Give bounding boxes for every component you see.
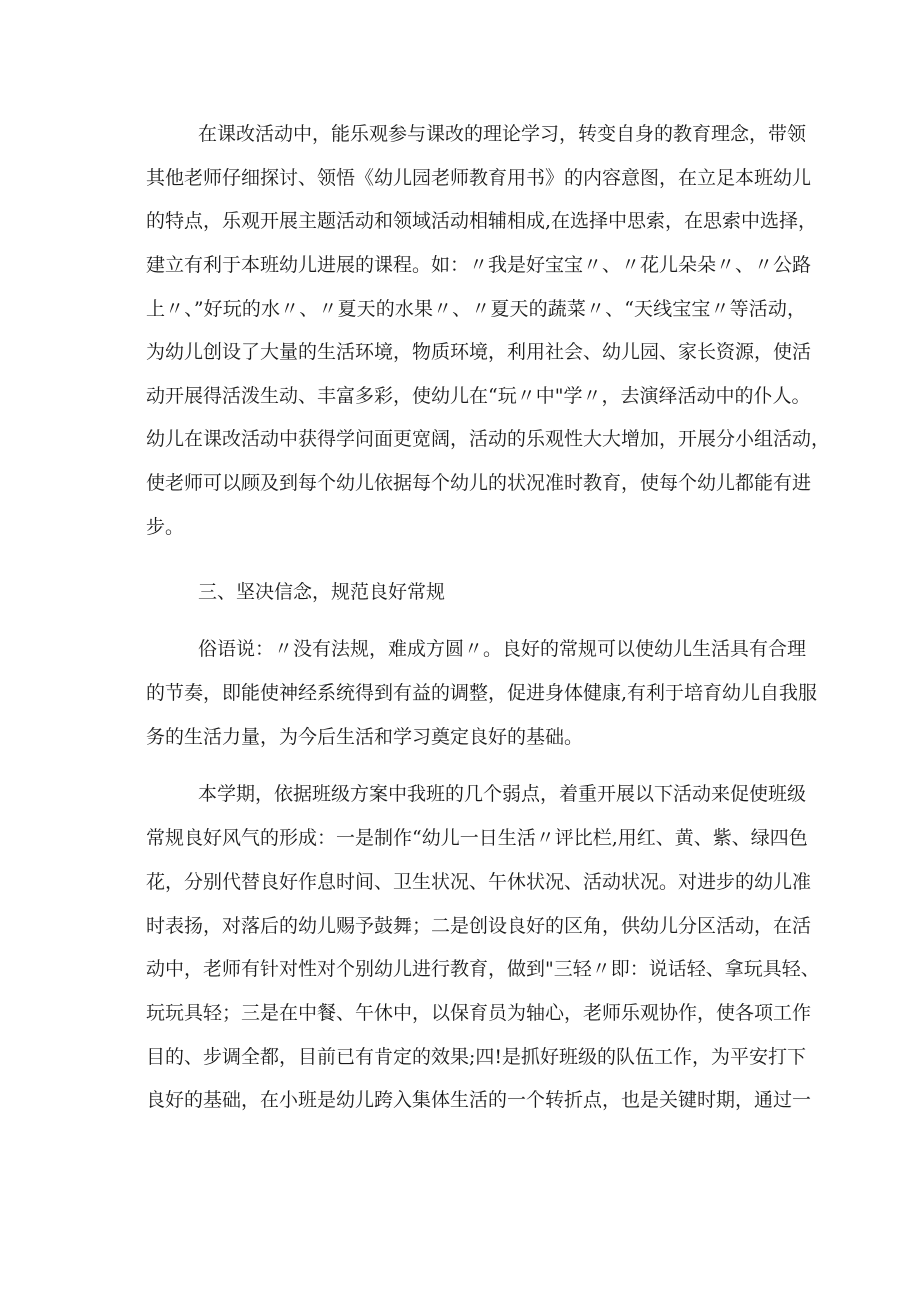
paragraph-1-line-6: 为幼儿创设了大量的生活环境，物质环境，利用社会、幼儿园、家长资源，使活 (146, 341, 812, 363)
paragraph-3-line-2: 常规良好风气的形成：一是制作“幼儿一日生活〃评比栏,用红、黄、紫、绿四色 (146, 827, 808, 849)
paragraph-2-line-2: 的节奏，即能使神经系统得到有益的调整，促进身体健康,有利于培育幼儿自我服 (146, 682, 818, 704)
paragraph-3-line-8: 良好的基础，在小班是幼儿跨入集体生活的一个转折点，也是关键时期，通过一 (146, 1089, 812, 1111)
paragraph-1-line-2: 其他老师仔细探讨、领悟《幼儿园老师教育用书》的内容意图，在立足本班幼儿 (146, 167, 812, 189)
paragraph-3-line-5: 动中，老师有针对性对个别幼儿进行教育，做到"三轻〃即：说话轻、拿玩具轻、 (146, 958, 820, 980)
paragraph-3-line-7: 目的、步调全都，目前已有肯定的效果;四!是抓好班级的队伍工作，为平安打下 (146, 1046, 807, 1068)
paragraph-1-line-4: 建立有利于本班幼儿进展的课程。如：〃我是好宝宝〃、〃花儿朵朵〃、〃公路 (146, 254, 812, 276)
paragraph-3-line-4: 时表扬，对落后的幼儿赐予鼓舞；二是创设良好的区角，供幼儿分区活动，在活 (146, 915, 812, 937)
paragraph-3-line-1: 本学期，依据班级方案中我班的几个弱点，着重开展以下活动来促使班级 (198, 783, 807, 805)
paragraph-1-line-3: 的特点，乐观开展主题活动和领域活动相辅相成,在选择中思索，在思索中选择， (146, 210, 818, 232)
paragraph-1-line-8: 幼儿在课改活动中获得学问面更宽阔，活动的乐观性大大增加，开展分小组活动， (146, 428, 831, 450)
paragraph-3-line-3: 花，分别代替良好作息时间、卫生状况、午休状况、活动状况。对进步的幼儿准 (146, 871, 812, 893)
paragraph-1-line-9: 使老师可以顾及到每个幼儿依据每个幼儿的状况准时教育，使每个幼儿都能有进 (146, 472, 812, 494)
paragraph-1-line-10: 步。 (146, 516, 185, 538)
section-heading: 三、坚决信念，规范良好常规 (198, 581, 446, 603)
paragraph-2-line-3: 务的生活力量，为今后生活和学习奠定良好的基础。 (146, 726, 584, 748)
paragraph-3-line-6: 玩玩具轻；三是在中餐、午休中，以保育员为轴心，老师乐观协作，使各项工作 (146, 1002, 812, 1024)
paragraph-1-line-5: 上〃、”好玩的水〃、〃夏天的水果〃、〃夏天的蔬菜〃、“天线宝宝〃等活动， (146, 298, 806, 320)
paragraph-2-line-1: 俗语说：〃没有法规，难成方圆〃。良好的常规可以使幼儿生活具有合理 (198, 638, 807, 660)
paragraph-1-line-1: 在课改活动中，能乐观参与课改的理论学习，转变自身的教育理念，带领 (198, 123, 807, 145)
paragraph-1-line-7: 动开展得活泼生动、丰富多彩，使幼儿在“玩〃中"学〃，去演绎活动中的仆人。 (146, 385, 811, 407)
